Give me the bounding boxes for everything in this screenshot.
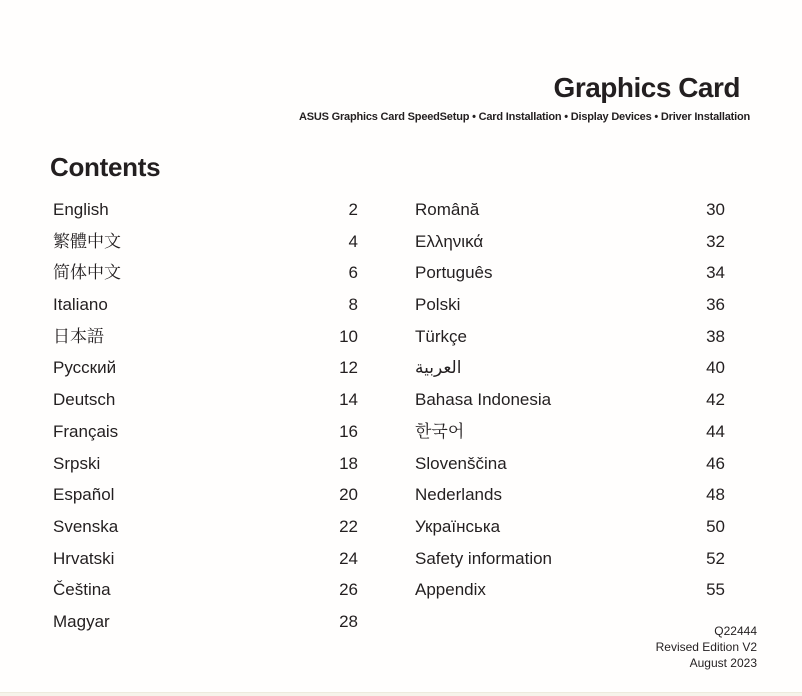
toc-entry <box>53 518 358 550</box>
toc-entry <box>415 423 725 455</box>
toc-dash-leader <box>122 432 335 434</box>
part-number: Q22444 <box>714 624 757 638</box>
toc-page-number: 34 <box>706 263 725 283</box>
toc-dash-leader <box>504 527 702 529</box>
toc-entry-label: Safety information <box>415 548 553 568</box>
toc-page-number: 44 <box>706 421 725 441</box>
toc-dash-leader <box>465 369 702 371</box>
toc-entry-label: Čeština <box>53 580 111 600</box>
toc-entry-label: Français <box>53 421 119 441</box>
toc-entry-label: العربية <box>415 358 462 378</box>
toc-page-number: 52 <box>706 548 725 568</box>
toc-entry <box>53 391 358 423</box>
toc-page-number: 42 <box>706 390 725 410</box>
toc-entry <box>53 581 358 613</box>
toc-page-number: 24 <box>339 548 358 568</box>
toc-entry-label: Slovenščina <box>415 453 507 473</box>
toc-page-number: 55 <box>706 580 725 600</box>
toc-entry <box>415 550 725 582</box>
toc-entry <box>415 264 725 296</box>
toc-entry <box>415 391 725 423</box>
toc-entry-label: Nederlands <box>415 485 502 505</box>
toc-page-number: 26 <box>339 580 358 600</box>
toc-entry <box>53 550 358 582</box>
toc-entry <box>415 233 725 265</box>
toc-entry-label: Deutsch <box>53 390 116 410</box>
toc-dash-leader <box>506 496 702 498</box>
toc-page-number: 20 <box>339 485 358 505</box>
toc-dash-leader <box>468 432 702 434</box>
toc-dash-leader <box>113 211 345 213</box>
toc-page-number: 40 <box>706 358 725 378</box>
toc-entry <box>53 328 358 360</box>
toc-entry-label: Türkçe <box>415 326 467 346</box>
toc-entry-label: Magyar <box>53 611 110 631</box>
toc-dash-leader <box>464 306 702 308</box>
toc-page-number: 50 <box>706 516 725 536</box>
document-title: Graphics Card <box>553 72 740 103</box>
toc-entry-label: Română <box>415 200 480 219</box>
toc-entry <box>415 455 725 487</box>
toc-entry <box>415 359 725 391</box>
toc-dash-leader <box>487 242 702 244</box>
toc-page-number: 32 <box>706 231 725 251</box>
toc-dash-leader <box>556 559 702 561</box>
toc-dash-leader <box>471 337 702 339</box>
toc-entry <box>415 518 725 550</box>
toc-page-number: 16 <box>339 421 358 441</box>
contents-heading: Contents <box>50 152 161 182</box>
toc-page-number: 30 <box>706 200 725 219</box>
toc-entry-label: 日本語 <box>53 326 104 346</box>
toc-dash-leader <box>115 591 335 593</box>
toc-entry <box>53 613 358 645</box>
toc-entry <box>53 455 358 487</box>
edition-date: August 2023 <box>689 655 757 670</box>
toc-page-number: 12 <box>339 358 358 378</box>
toc-dash-leader <box>112 306 345 308</box>
toc-entry <box>415 581 725 613</box>
toc-entry-label: Українська <box>415 516 501 536</box>
toc-entry-label: Appendix <box>415 580 486 600</box>
toc-page-number: 22 <box>339 516 358 536</box>
toc-column-left <box>53 201 358 645</box>
toc-page-number: 38 <box>706 326 725 346</box>
toc-entry <box>53 359 358 391</box>
toc-column-right <box>415 201 725 613</box>
toc-page-number: 6 <box>348 263 358 283</box>
toc-dash-leader <box>483 211 702 213</box>
toc-entry <box>415 201 725 233</box>
toc-entry-label: Português <box>415 263 493 283</box>
toc-page-number: 14 <box>339 390 358 410</box>
toc-entry-label: Hrvatski <box>53 548 115 568</box>
toc-entry-label: Bahasa Indonesia <box>415 390 552 410</box>
toc-page-number: 10 <box>339 326 358 346</box>
toc-entry-label: Svenska <box>53 516 119 536</box>
toc-entry <box>415 328 725 360</box>
toc-entry <box>53 201 358 233</box>
toc-entry-label: Srpski <box>53 453 101 473</box>
toc-entry-label: 繁體中文 <box>53 231 121 251</box>
toc-entry-label: Polski <box>415 295 461 315</box>
toc-entry-label: English <box>53 200 109 219</box>
toc-dash-leader <box>490 591 702 593</box>
toc-dash-leader <box>118 559 335 561</box>
toc-entry <box>53 233 358 265</box>
toc-dash-leader <box>114 622 335 624</box>
toc-dash-leader <box>125 274 345 276</box>
toc-entry-label: 한국어 <box>415 421 465 441</box>
toc-entry <box>53 296 358 328</box>
toc-entry-label: Español <box>53 485 115 505</box>
toc-entry <box>53 486 358 518</box>
toc-page-number: 18 <box>339 453 358 473</box>
toc-entry-label: Ελληνικά <box>415 231 484 251</box>
toc-entry <box>415 296 725 328</box>
toc-dash-leader <box>497 274 703 276</box>
edition-label: Revised Edition V2 <box>655 639 757 654</box>
toc-dash-leader <box>120 369 335 371</box>
document-subtitle: ASUS Graphics Card SpeedSetup • Card Installation • Display Devices • Driver Installation <box>298 111 750 123</box>
toc-entry-label: Русский <box>53 358 117 378</box>
toc-page-number: 4 <box>348 231 358 251</box>
toc-dash-leader <box>125 242 345 244</box>
edition-block <box>656 624 757 671</box>
toc-dash-leader <box>119 401 335 403</box>
toc-dash-leader <box>108 337 335 339</box>
toc-page-number: 36 <box>706 295 725 315</box>
toc-dash-leader <box>104 464 335 466</box>
page-bottom-edge <box>0 692 802 696</box>
toc-page-number: 48 <box>706 485 725 505</box>
toc-entry-label: 简体中文 <box>53 263 121 283</box>
toc-entry <box>53 264 358 296</box>
toc-entry <box>415 486 725 518</box>
toc-entry-label: Italiano <box>53 295 108 315</box>
toc-dash-leader <box>122 527 335 529</box>
toc-dash-leader <box>555 401 702 403</box>
toc-page-number: 28 <box>339 611 358 631</box>
toc-dash-leader <box>511 464 702 466</box>
toc-dash-leader <box>118 496 335 498</box>
toc-entry <box>53 423 358 455</box>
toc-page-number: 46 <box>706 453 725 473</box>
toc-page-number: 2 <box>348 200 358 219</box>
toc-page-number: 8 <box>348 295 358 315</box>
